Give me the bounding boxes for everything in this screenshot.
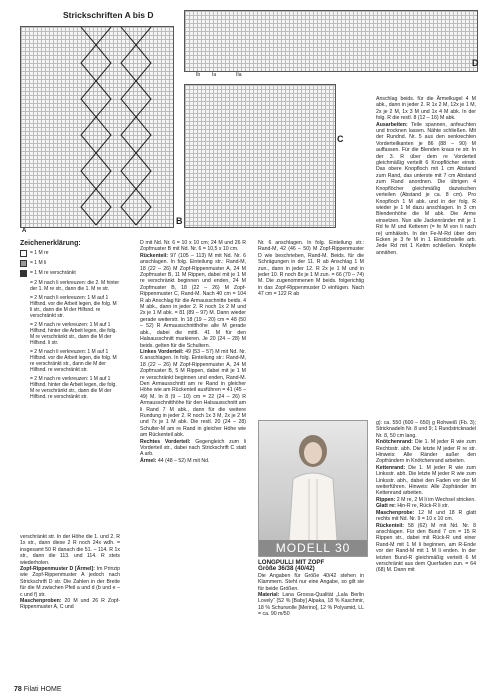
text-column-3: Nr. 6 anschlagen. In folg. Einteilung str.: Rand-M, 42 (46 – 50) M Zopf-Rippenmuster D wie beschrieben, Rand-M. Beids. für die Schrägungen in der 11. R ab Anschlag 1 M zun., dann in jeder 12. R 2x je 1 M und in jeder 10. R noch 8x je 1 M zun. = 66 (70 – 74) M. Die zugenommenen M beids. folgerichtig in das Zopf-Rippenmuster D einfügen. Nach 47 cm = 122 R ab — [258, 240, 364, 298]
page-title: Strickschriften A bis D — [63, 10, 154, 20]
legend-item: = 1 M li — [20, 260, 120, 267]
chart-a-cables — [21, 27, 173, 227]
legend-item: = 2 M nach re verkreuzen: 1 M auf 1 Hilfsnd. hinter die Arbeit legen, die folg. M re verschränkt str., dann die M der Hilfsnd. li str. — [30, 322, 117, 346]
model-label: MODELL 30 — [259, 540, 367, 556]
knit-symbol-icon — [20, 250, 27, 257]
chart-d-label: D — [472, 58, 479, 68]
text-column-1: verschränkt str. In der Höhe die 1. und 2. R 1x str., dann diese 2 R noch 24x wdh. = insgesamt 50 R danach die 51. – 114. R 1x str., dann die 113. und 114. R stets wiederholen. Zopf-Rippenmuster D [Ärmel]: Im Prinzip wie Zopf-Rippenmuster A jedoch nach Strickschrift D str. Die Zahlen in der Breite für die M zwischen Pfeil a und d (b und e – c und f) str. Maschenproben: 20 M und 26 R Zopf-Rippenmuster A, C und — [20, 534, 120, 611]
model-figure-image — [259, 421, 367, 541]
model-photo — [258, 420, 368, 557]
page-number: 78 — [14, 686, 22, 693]
chart-c-top — [184, 10, 478, 72]
footer — [14, 686, 61, 693]
purl-symbol-icon — [20, 260, 27, 267]
text-column-2: D mit Nd. Nr. 6 = 10 x 10 cm; 24 M und 26 R Zopfmuster B mit Nd. Nr. 6 = 10,5 x 10 cm. Rückenteil: 97 (105 – 113) M mit Nd. Nr. 6 anschlagen. In folg. Einteilung str.: Rand-M, 18 (22 – 26) M Zopf-Rippenmuster A, 24 M Zopfmuster B, 11 M Rippen, dabei mit je 1 M re verschränkt beginnen und enden, 24 M Zopfmuster B, 18 (22 – 26) M Zopf-Rippenmuster C, Rand-M. Nach 40 cm = 104 R ab Anschlag für die Armausschnitte beids. 4 M abk., dann in jeder 2. R noch 1x 2 M und 2x je 1 M abk. = 81 (89 – 97) M. Dann wieder gerade weiterstr. In 18 (19 – 20) cm = 48 (50 – 52) R Armausschnitthöhe alle M gerade abk., dabei die mittl. 41 M für den Halsausschnitt markieren. Je 20 (24 – 28) M beids. gelten für die Schultern. Linkes Vorderteil: 49 (53 – 57) M mit Nd. Nr. 6 anschlagen. In folg. Einteilung str.: Rand-M, 18 (22 – 26) M Zopf-Rippenmuster A, 24 M Zopfmuster B, 5 M Rippen, dabei mit je 1 M re verschränkt beginnen und enden, Rand-M. Den Armausschnitt am re Rand in gleicher Höhe wie am Rückenteil ausführen = 41 (45 – 49) M. In 8 (9 – 10) cm = 22 (24 – 26) R Armausschnitthöhe für den Halsausschnitt am li Rand 7 M abk., dann für die weitere Rundung in jeder 2. R noch 1x 3 M, 2x je 2 M und 7x je 1 M abk. Die restl. 20 (24 – 28) Schulter-M am re Rand in gleicher Höhe wie am Rückenteil abk. Rechtes Vorderteil: Gegengleich zum li Vorderteil str., dabei nach Strickschrift C statt A arb. Ärmel: 44 (48 – 52) M mit Nd. — [140, 240, 246, 464]
text-column-6: g): ca. 550 (600 – 650) g Rohweiß (Fb. 3); Stricknadeln Nr. 8 und 9; 1 Rundstricknadel Nr. 8, 50 cm lang. Knötchenrand: Die 1. M jeder R wie zum Rechtsstr. abh. Die letzte M jeder R re str. Hinweis: Alle Ränder außer den Zopfrändern in Knötchenrand arbeiten. Kettenrand: Die 1. M jeder R wie zum Linksstr. abh. Die letzte M jeder R wie zum Linksstr. abh., dabei den Faden vor der M weiterführen. Hinweis: Alle Zopfränder im Kettenrand arbeiten. Rippen: 2 M re, 2 M li im Wechsel stricken. Glatt re: Hin-R re, Rück-R li str. Maschenprobe: 12 M und 18 R glatt rechts mit Nd. Nr. 9 = 10 x 10 cm. Rückenteil: 58 (62) M mit Nd. Nr. 8 anschlagen. Für den Bund 7 cm = 15 R Rippen str., dabei mit Rück-R und einer Rand-M mit 1 M li beginnen, am R-Ende vor der Rand-M mit 1 M li enden. In der letzten Bund-R gleichmäßig verteilt 6 M verschränkt aus dem Querfaden zun. = 64 (68) M. Dann mit — [376, 420, 476, 574]
brand-name: Filati — [23, 686, 39, 693]
legend — [20, 240, 120, 403]
chart-c-label: C — [337, 134, 344, 144]
legend-item: = 2 M nach re verkreuzen: 1 M auf 1 Hilfsnd. hinter die Arbeit legen, die folg. M re verschränkt str., dann die M der Hilfsnd. re verschränkt str. — [30, 376, 117, 400]
legend-item: = 2 M nach li verkreuzen: die 2. M hinter der 1. M re str., dann die 1. M re str. — [30, 280, 120, 292]
chart-a — [20, 26, 174, 228]
pattern-size: Größe 36/38 (40/42) — [258, 565, 315, 573]
legend-item: = 1 M re verschränkt — [20, 270, 120, 277]
legend-title: Zeichenerklärung: — [20, 240, 81, 247]
legend-item: = 2 M nach li verkreuzen: 1 M auf 1 Hilfsnd. vor die Arbeit legen, die folg. M re verschränkt str., dann die M der Hilfsnd. re verschränkt str. — [30, 349, 117, 373]
section-name: HOME — [40, 686, 62, 693]
chart-label-ia: Ia — [212, 72, 217, 78]
legend-item: = 1 M re — [20, 250, 120, 257]
chart-label-ib: Ib — [196, 72, 201, 78]
legend-item: = 2 M nach li verkreuzen: 1 M auf 1 Hilfsnd. vor die Arbeit legen, die folg. M li str., dann die M der Hilfsnd. re verschränkt str. — [30, 295, 117, 319]
text-column-4: Anschlag beids. für die Ärmelkugel 4 M abk., dann in jeder 2. R 1x 2 M, 12x je 1 M, 2x je 2 M, 1x 3 M und 1x 4 M abk. In der folg. R die restl. 8 (12 – 16) M abk. Ausarbeiten: Teile spannen, anfeuchten und trocknen lassen. Nähte schließen. Mit der Rundnd. Nr. 5 aus den senkrechten Vorderteilkanten je 86 (88 – 90) M auffassen. Für die Blenden kraus re str. In der 3. R über dem re Vorderteil gleichmäßig verteilt 6 Knopflöcher einstr. Das obere Knopfloch mit 1 cm Abstand zum Rand, das unterste mit 7 cm Abstand zum Rand anordnen. Die übrigen 4 Knopflöcher gleichmäßig dazwischen verteilen (Abstand je ca. 8 cm). Pro Knopfloch 1 M abk. und in der folg. R wieder je 1 M dazu anschlagen. In 3 cm Blendenhöhe die M abk. Die Arme einsetzen. Nun alle Jackenränder mit je 1 Rd fe M und Kettenm (= fe M von li nach re) umhäkeln. In der Fe-M-Rd über den Ecken je 3 fe M in 1 Einstichstelle arb. Jede Rd mit 1 Kettm schließen. Knöpfe annähen. — [376, 96, 476, 256]
chart-b-label: B — [176, 216, 183, 226]
chart-label-iia: IIa — [236, 72, 242, 78]
chart-c — [184, 84, 336, 228]
text-column-5: LONGPULLI MIT ZOPF Größe 36/38 (40/42) Die Angaben für Größe 40/42 stehen in Klammern. Steht nur eine Angabe, so gilt sie für beide Größen. Material: Lana Grossa-Qualität „Lala Berlin Lovely“ (52 % [Baby] Alpaka, 18 % Kaschmir, 18 % Schurwolle [Merino], 12 % Polyamid, LL = ca. 90 m/50 — [258, 559, 364, 618]
twisted-knit-symbol-icon — [20, 270, 27, 277]
pattern-title: LONGPULLI MIT ZOPF — [258, 559, 325, 566]
chart-a-bottom-label: A — [22, 228, 27, 234]
